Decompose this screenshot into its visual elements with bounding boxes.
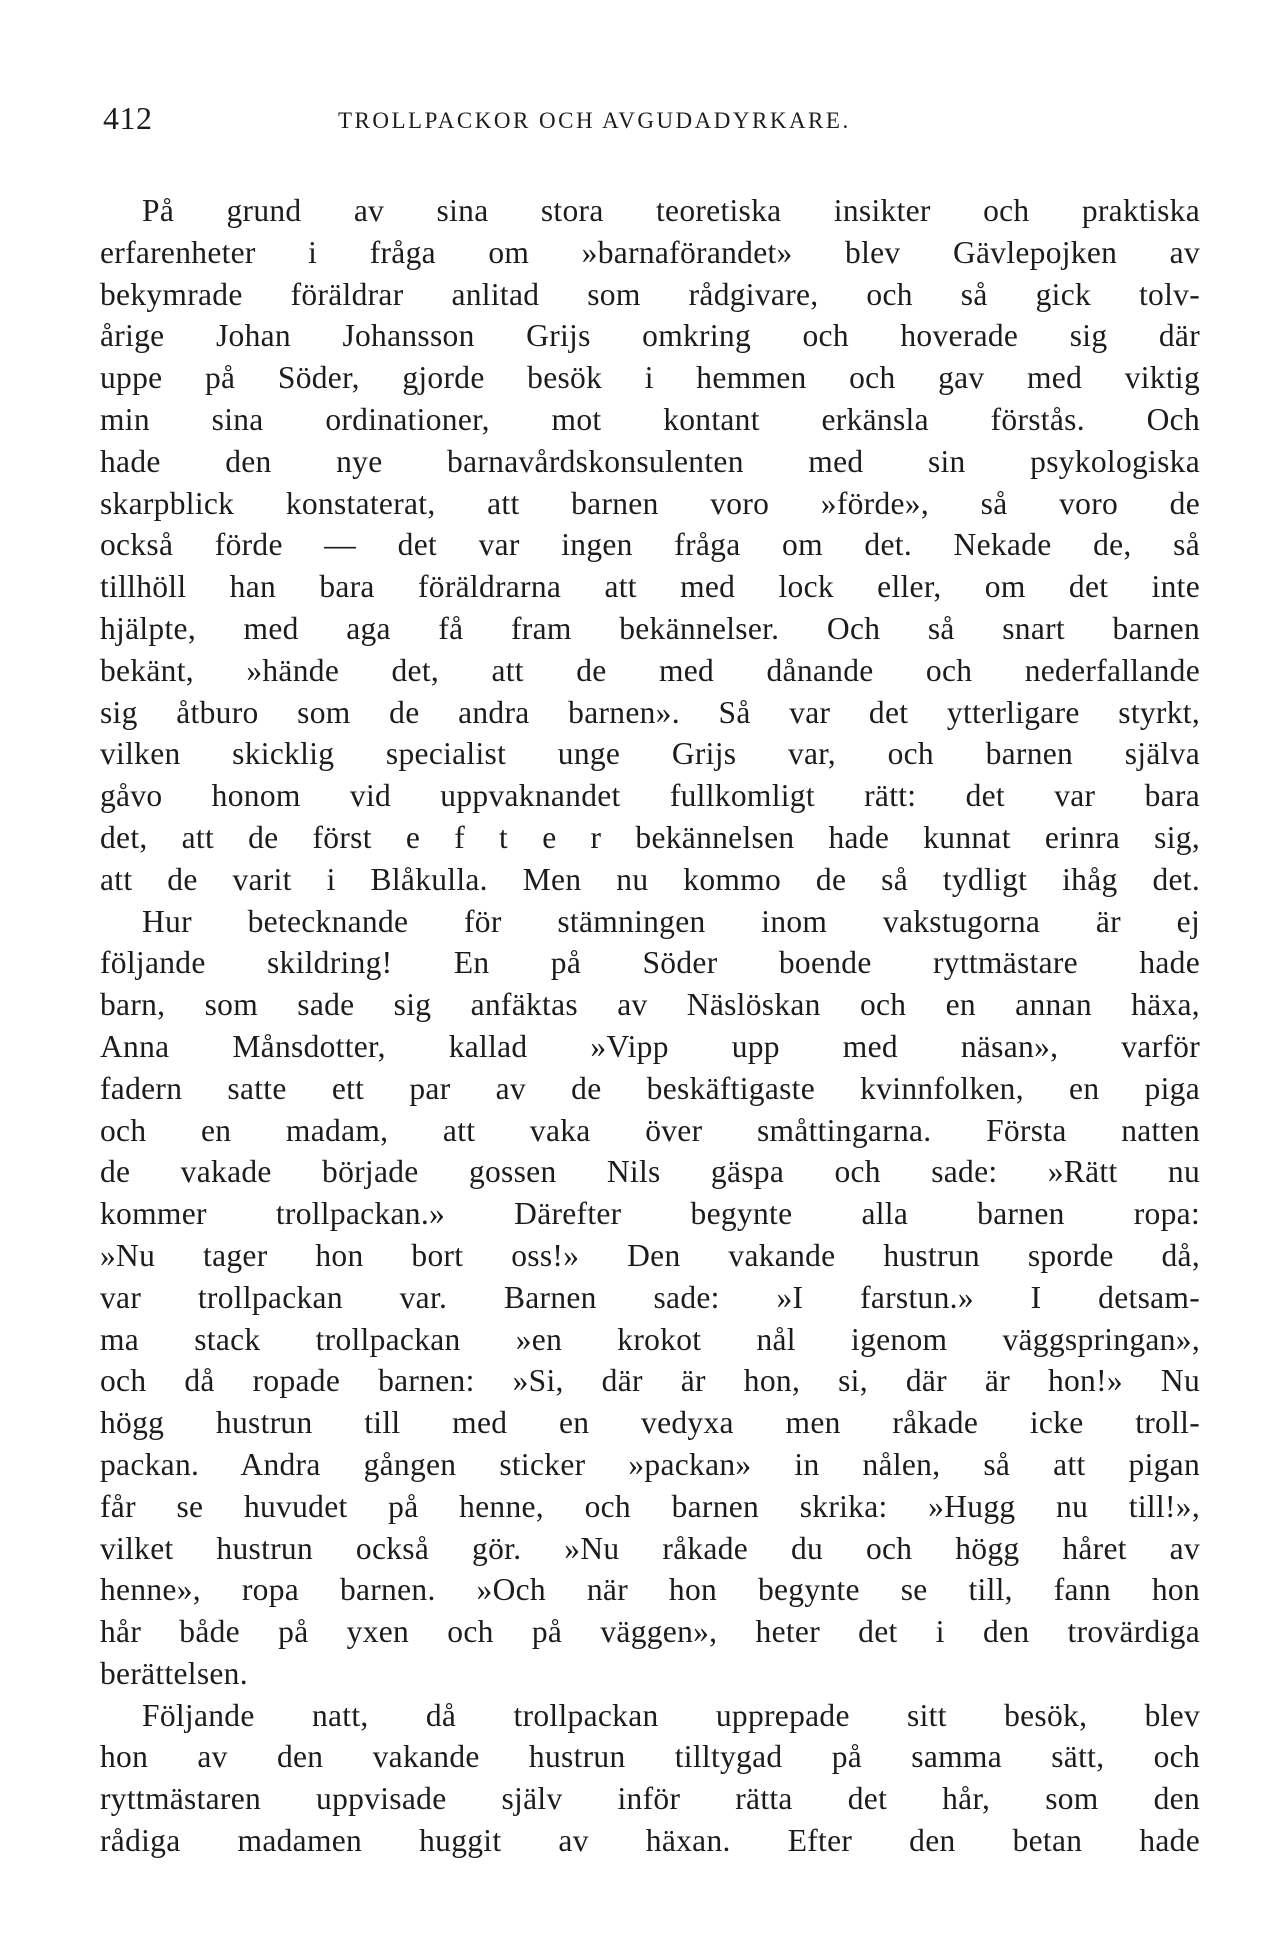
text-line: berättelsen. <box>100 1655 248 1691</box>
text-line: På grund av sina stora teoretiska insikter och praktiska <box>142 193 1200 228</box>
text-line: hår både på yxen och på väggen», heter det i den trovärdiga <box>100 1614 1200 1650</box>
text-line: följande skildring! En på Söder boende ryttmästare hade <box>100 945 1200 981</box>
text-line: årige Johan Johansson Grijs omkring och hoverade sig där <box>100 318 1200 354</box>
text-line: kommer trollpackan.» Därefter begynte alla barnen ropa: <box>100 1196 1200 1232</box>
text-line: henne», ropa barnen. »Och när hon begynte se till, fann hon <box>100 1572 1200 1608</box>
text-line: vilken skicklig specialist unge Grijs var, och barnen själva <box>100 736 1200 772</box>
text-line: Följande natt, då trollpackan upprepade sitt besök, blev <box>142 1697 1200 1733</box>
text-line: får se huvudet på henne, och barnen skrika: »Hugg nu till!», <box>100 1488 1200 1524</box>
text-line: gåvo honom vid uppvaknandet fullkomligt rätt: det var bara <box>100 778 1200 814</box>
text-line: högg hustrun till med en vedyxa men råkade icke troll- <box>100 1405 1200 1441</box>
text-line: var trollpackan var. Barnen sade: »I farstun.» I detsam- <box>100 1279 1200 1315</box>
text-line: hon av den vakande hustrun tilltygad på samma sätt, och <box>100 1739 1200 1775</box>
text-line: och en madam, att vaka över småttingarna. Första natten <box>100 1112 1200 1148</box>
text-line: min sina ordinationer, mot kontant erkänsla förstås. Och <box>100 401 1200 437</box>
text-line: ma stack trollpackan »en krokot nål igenom väggspringan», <box>100 1321 1200 1357</box>
text-line: »Nu tager hon bort oss!» Den vakande hustrun sporde då, <box>100 1237 1200 1273</box>
text-line: de vakade började gossen Nils gäspa och sade: »Rätt nu <box>100 1154 1200 1190</box>
text-line: det, att de först e f t e r bekännelsen hade kunnat erinra sig, <box>100 819 1200 855</box>
text-line: att de varit i Blåkulla. Men nu kommo de så tydligt ihåg det. <box>100 861 1200 897</box>
text-line: bekänt, »hände det, att de med dånande och nederfallande <box>100 652 1200 688</box>
text-line: packan. Andra gången sticker »packan» in nålen, så att pigan <box>100 1446 1200 1482</box>
text-line: uppe på Söder, gjorde besök i hemmen och gav med viktig <box>100 360 1200 396</box>
text-line: också förde — det var ingen fråga om det. Nekade de, så <box>100 527 1200 563</box>
text-line: vilket hustrun också gör. »Nu råkade du och högg håret av <box>100 1530 1200 1566</box>
page-number: 412 <box>103 100 153 136</box>
text-line: och då ropade barnen: »Si, där är hon, si, där är hon!» Nu <box>100 1363 1200 1399</box>
running-title: TROLLPACKOR OCH AVGUDADYRKARE. <box>338 108 851 133</box>
text-line: hjälpte, med aga få fram bekännelser. Och så snart barnen <box>100 610 1200 646</box>
running-head <box>103 100 1203 150</box>
text-line: sig åtburo som de andra barnen». Så var det ytterligare styrkt, <box>100 694 1200 730</box>
body-text <box>100 190 1200 1862</box>
text-line: hade den nye barnavårdskonsulenten med sin psykologiska <box>100 443 1200 479</box>
text-line: tillhöll han bara föräldrarna att med lock eller, om det inte <box>100 569 1200 605</box>
text-line: Hur betecknande för stämningen inom vakstugorna är ej <box>142 903 1200 939</box>
text-line: bekymrade föräldrar anlitad som rådgivare, och så gick tolv- <box>100 276 1200 312</box>
text-line: Anna Månsdotter, kallad »Vipp upp med näsan», varför <box>100 1028 1200 1064</box>
text-line: rådiga madamen huggit av häxan. Efter den betan hade <box>100 1823 1200 1859</box>
text-line: ryttmästaren uppvisade själv inför rätta det hår, som den <box>100 1781 1200 1817</box>
text-line: fadern satte ett par av de beskäftigaste kvinnfolken, en piga <box>100 1070 1200 1106</box>
text-line: skarpblick konstaterat, att barnen voro »förde», så voro de <box>100 485 1200 521</box>
text-line: barn, som sade sig anfäktas av Näslöskan och en annan häxa, <box>100 987 1200 1023</box>
text-line: erfarenheter i fråga om »barnaförandet» blev Gävlepojken av <box>100 234 1200 270</box>
